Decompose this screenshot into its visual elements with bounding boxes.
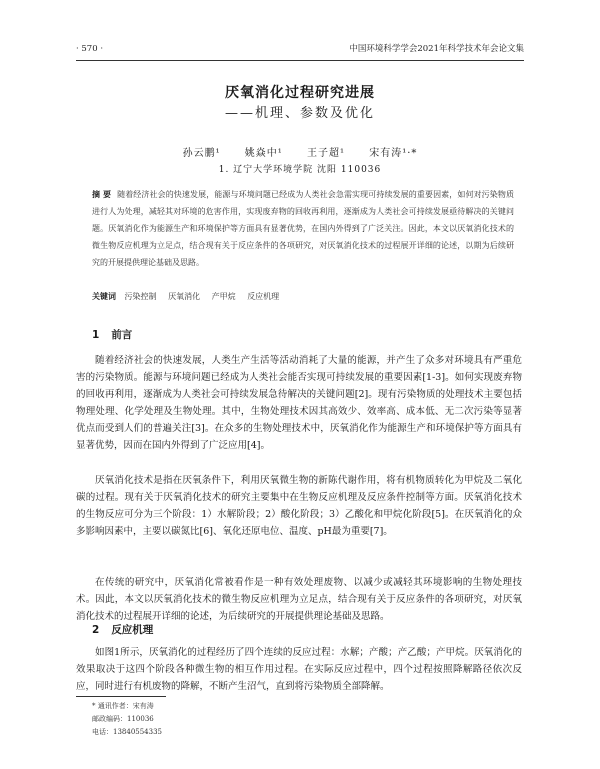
keyword: 产甲烷	[211, 292, 236, 301]
page-number: · 570 ·	[76, 44, 104, 54]
body-paragraph: 在传统的研究中，厌氧消化常被看作是一种有效处理废物、以减少或减轻其环境影响的生物处理技术。因此，本文以厌氧消化技术的微生物反应机理为立足点，结合现有关于反应条件的各项研究，对厌氧消化技术的过程展开详细的论述，为后续研究的开展提供理论基础及思路。	[76, 577, 522, 622]
abstract-label: 摘 要	[92, 190, 112, 199]
keyword: 反应机理	[247, 292, 280, 301]
author-name: 姚焱中¹	[244, 148, 283, 159]
keywords	[92, 290, 514, 304]
author-name: 王子超¹	[307, 148, 346, 159]
keyword: 厌氧消化	[168, 292, 201, 301]
section-number: 1	[92, 329, 100, 341]
section-number: 2	[92, 624, 100, 636]
abstract	[92, 186, 514, 271]
section-title: 前言	[111, 329, 133, 341]
header-rule	[76, 60, 524, 61]
keyword: 污染控制	[124, 292, 157, 301]
footnote-postcode: 邮政编码：110036	[92, 715, 154, 723]
body-paragraph: 随着经济社会的快速发展，人类生产生活等活动消耗了大量的能源，并产生了众多对环境具有严重危害的污染物质。能源与环境问题已经成为人类社会能否实现可持续发展的重要因素[1-3]。如何实现废弃物的回收再利用，逐渐成为人类社会可持续发展急待解决的关键问题[2]。现有污染物质的处理技术主要包括物理处理、化学处理及生物处理。其中，生物处理技术因其高效少、效率高、成本低、无二次污染等显著优点而受到人们的普遍关注[3]。在众多的生物处理技术中，厌氧消化作为能源生产和环境保护等方面具有显著优势，因而在国内外得到了广泛应用[4]。	[76, 355, 522, 451]
affiliation: 1. 辽宁大学环境学院 沈阳 110036	[218, 165, 382, 175]
footnote-author: * 通讯作者：宋有涛	[92, 702, 154, 710]
section-heading	[92, 622, 153, 637]
footnote-rule	[76, 696, 166, 697]
footnote-phone: 电话：13840554335	[92, 728, 162, 736]
body-paragraph: 厌氧消化技术是指在厌氧条件下，利用厌氧微生物的新陈代谢作用，将有机物质转化为甲烷及二氧化碳的过程。现有关于厌氧消化技术的研究主要集中在生物反应机理及反应条件控制等方面。厌氧消化技术的生物反应可分为三个阶段：1）水解阶段；2）酸化阶段；3）乙酸化和甲烷化阶段[5]。在厌氧消化的众多影响因素中，主要以碳氮比[6]、氧化还原电位、温度、pH最为重要[7]。	[76, 475, 522, 537]
paper-title: 厌氧消化过程研究进展	[225, 85, 375, 101]
body-paragraph: 如图1所示，厌氧消化的过程经历了四个连续的反应过程：水解；产酸；产乙酸；产甲烷。厌氧消化的效果取决于这四个阶段各种微生物的相互作用过程。在实际反应过程中，四个过程按照降解路径依次反应，同时进行有机废物的降解，不断产生沼气，直到将污染物质全部降解。	[76, 647, 522, 692]
abstract-text: 随着经济社会的快速发展，能源与环境问题已经成为人类社会急需实现可持续发展的重要因素，如何对污染物质进行人为处理，减轻其对环境的危害作用，实现废弃物的回收再利用，逐渐成为人类社会可持续发展亟待解决的关键问题。厌氧消化作为能源生产和环境保护等方面具有显著优势，在国内外得到了广泛关注。因此，本文以厌氧消化技术的微生物反应机理为立足点，结合现有关于反应条件的各项研究，对厌氧消化技术的过程展开详细的论述，以期为后续研究的开展提供理论基础及思路。	[92, 190, 514, 267]
section-title: 反应机理	[111, 624, 154, 636]
author-name: 孙云鹏¹	[182, 148, 221, 159]
running-title: 中国环境科学学会2021年科学技术年会论文集	[349, 44, 524, 54]
footnote	[92, 700, 162, 739]
paper-subtitle: ——机理、参数及优化	[224, 106, 375, 121]
page-header	[76, 42, 524, 56]
author-name: 宋有涛¹·*	[369, 148, 418, 159]
section-heading	[92, 327, 132, 342]
keywords-label: 关键词	[92, 292, 116, 301]
author-list	[0, 144, 600, 159]
